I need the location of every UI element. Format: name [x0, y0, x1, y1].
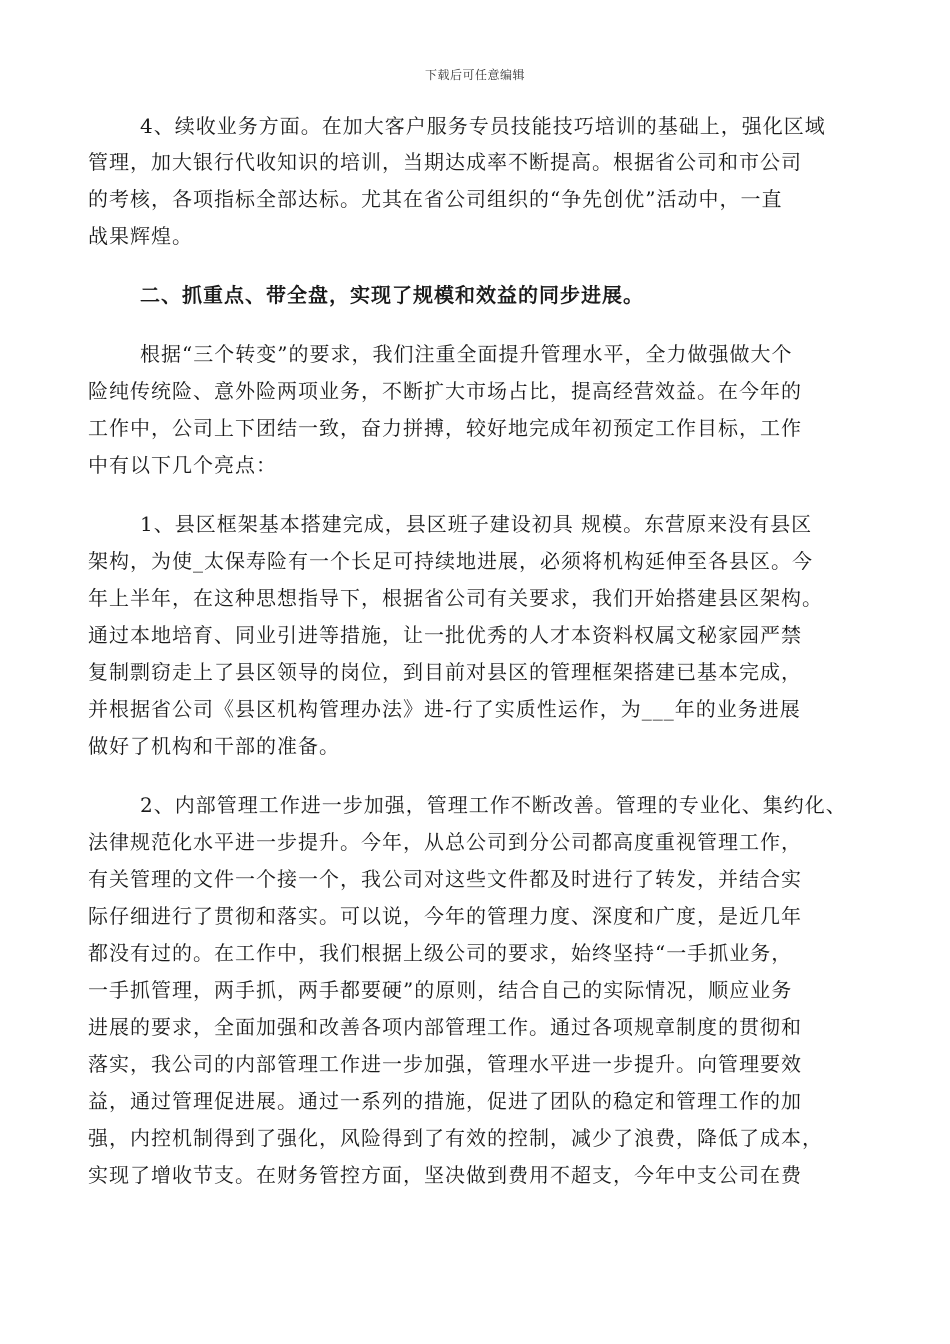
text-line: 险纯传统险、意外险两项业务，不断扩大市场占比，提高经营效益。在今年的	[88, 379, 802, 403]
text-line: 战果辉煌。	[88, 224, 193, 248]
text-line: 实现了增收节支。在财务管控方面，坚决做到费用不超支，今年中支公司在费	[88, 1163, 802, 1187]
text-line: 的考核，各项指标全部达标。尤其在省公司组织的“争先创优”活动中，一直	[88, 187, 783, 211]
text-line: 2、内部管理工作进一步加强，管理工作不断改善。管理的专业化、集约化、	[140, 793, 847, 817]
text-line: 益，通过管理促进展。通过一系列的措施，促进了团队的稳定和管理工作的加	[88, 1089, 802, 1113]
text-line: 法律规范化水平进一步提升。今年，从总公司到分公司都高度重视管理工作，	[88, 830, 802, 854]
text-line: 际仔细进行了贯彻和落实。可以说，今年的管理力度、深度和广度，是近几年	[88, 904, 802, 928]
text-line: 根据“三个转变”的要求，我们注重全面提升管理水平，全力做强做大个	[140, 342, 793, 366]
text-line: 一手抓管理，两手抓，两手都要硬”的原则，结合自己的实际情况，顺应业务	[88, 978, 793, 1002]
text-line: 通过本地培育、同业引进等措施，让一批优秀的人才本资料权属文秘家园严禁	[88, 623, 802, 647]
text-line: 强，内控机制得到了强化，风险得到了有效的控制，减少了浪费，降低了成本，	[88, 1126, 823, 1150]
text-line: 做好了机构和干部的准备。	[88, 734, 340, 758]
text-line: 并根据省公司《县区机构管理办法》进-行了实质性运作，为___年的业务进展	[88, 697, 801, 721]
section-heading: 二、抓重点、带全盘，实现了规模和效益的同步进展。	[140, 283, 644, 307]
text-line: 复制剽窃走上了县区领导的岗位，到目前对县区的管理框架搭建已基本完成，	[88, 660, 802, 684]
text-line: 有关管理的文件一个接一个，我公司对这些文件都及时进行了转发，并结合实	[88, 867, 802, 891]
text-line: 都没有过的。在工作中，我们根据上级公司的要求，始终坚持“一手抓业务，	[88, 941, 793, 965]
text-line: 架构，为使_太保寿险有一个长足可持续地进展，必须将机构延伸至各县区。今	[88, 549, 813, 573]
text-line: 4、续收业务方面。在加大客户服务专员技能技巧培训的基础上，强化区域	[140, 114, 826, 138]
text-line: 年上半年，在这种思想指导下，根据省公司有关要求，我们开始搭建县区架构。	[88, 586, 823, 610]
text-line: 中有以下几个亮点：	[88, 453, 277, 477]
text-line: 1、县区框架基本搭建完成，县区班子建设初具 规模。东营原来没有县区	[140, 512, 813, 536]
text-line: 落实，我公司的内部管理工作进一步加强，管理水平进一步提升。向管理要效	[88, 1052, 802, 1076]
page-header: 下载后可任意编辑	[424, 68, 525, 82]
text-line: 工作中，公司上下团结一致，奋力拼搏，较好地完成年初预定工作目标，工作	[88, 416, 802, 440]
text-line: 进展的要求，全面加强和改善各项内部管理工作。通过各项规章制度的贯彻和	[88, 1015, 802, 1039]
text-line: 管理，加大银行代收知识的培训，当期达成率不断提高。根据省公司和市公司	[88, 150, 802, 174]
